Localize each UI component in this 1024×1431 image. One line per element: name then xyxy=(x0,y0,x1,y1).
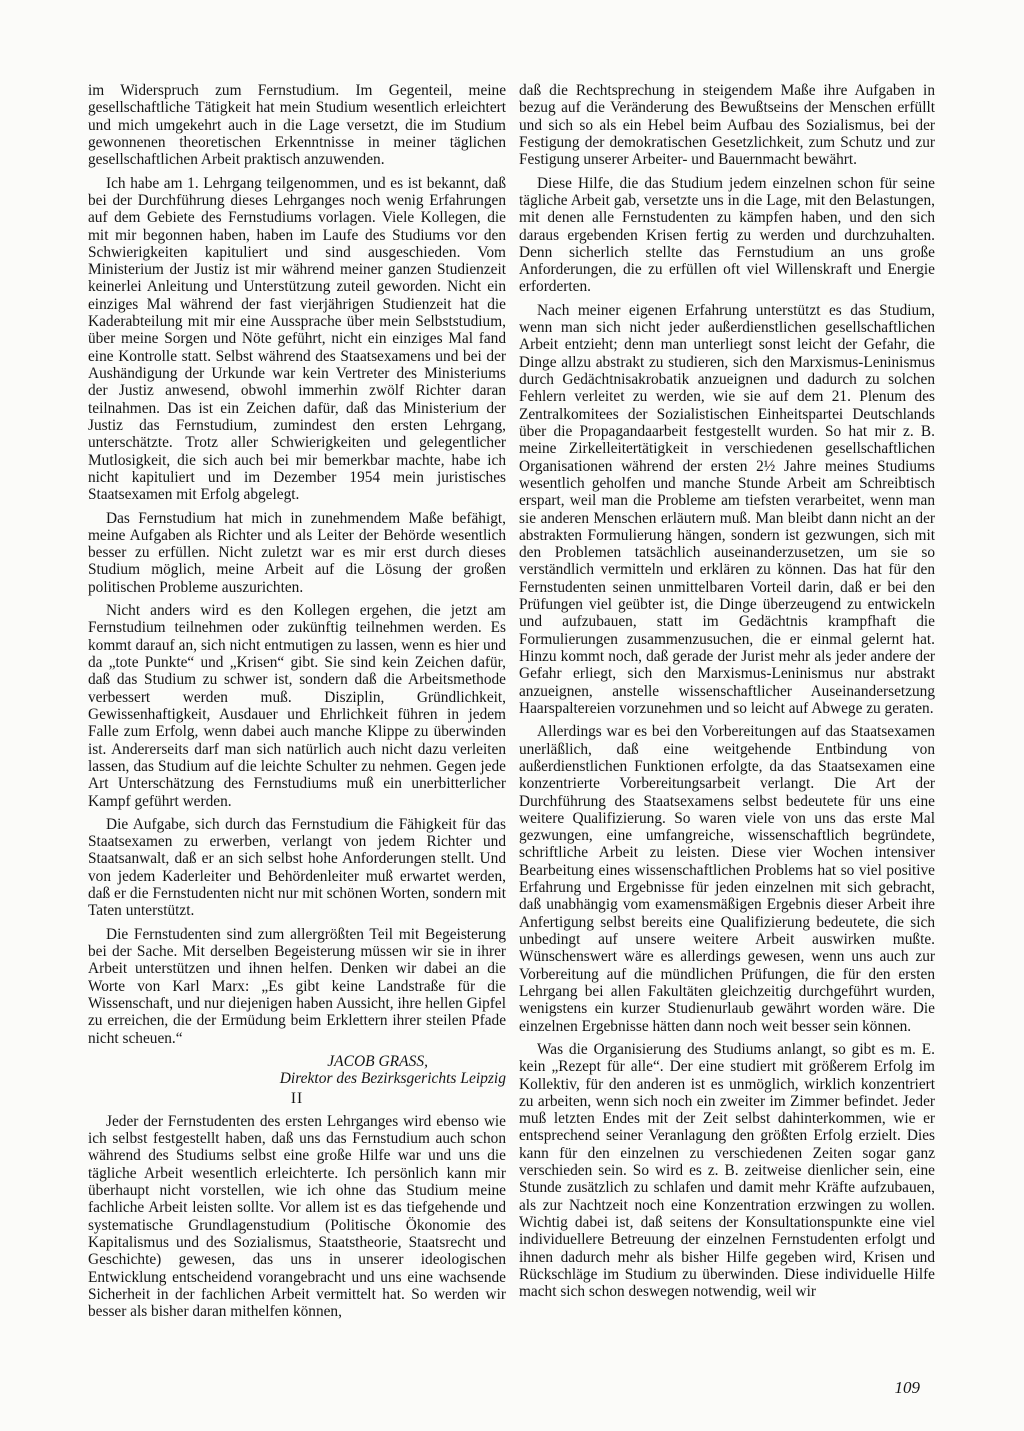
paragraph: Jeder der Fernstudenten des ersten Lehrganges wird ebenso wie ich selbst festgestellt haben, daß uns das Fernstudium auch schon während des Studiums selbst eine große Hilfe war und uns die tägliche Arbeit wesentlich erleichterte. Ich persönlich kann mir überhaupt nicht vorstellen, wie ich ohne das Studium meine fachliche Arbeit leisten sollte. Vor allem ist es das tiefgehende und systematische Grundlagenstudium (Politische Ökonomie des Kapitalismus und des Sozialismus, Staatstheorie, Staatsrecht und Geschichte) gewesen, das uns in unserer ideologischen Entwicklung entscheidend vorangebracht und uns eine wachsende Sicherheit in der fachlichen Arbeit vermittelt hat. So werden wir besser als bisher daran mithelfen können, xyxy=(88,1112,506,1321)
paragraph: Was die Organisierung des Studiums anlangt, so gibt es m. E. kein „Rezept für alle“. Der eine studiert mit größerem Erfolg im Kollektiv, für den anderen ist es unmöglich, wirklich konzentriert zu arbeiten, wenn sich noch ein zweiter im Zimmer befindet. Jeder muß letzten Endes mit der Zeit selbst dahinterkommen, wie er entsprechend seiner Veranlagung den größten Erfolg erzielt. Dies kann für den einzelnen zu verschiedenen Zeiten sogar ganz verschieden sein. So wird es z. B. zeitweise dienlicher sein, eine Stunde zusätzlich zu schlafen und damit mehr Kräfte aufzubauen, als zur Nachtzeit noch eine Konzentration erzwingen zu wollen. Wichtig dabei ist, daß seitens der Konsultationspunkte eine viel individuellere Betreuung der einzelnen Fernstudenten erfolgt und ihnen dadurch mehr als bisher Hilfe gegeben wird, Krisen und Rückschläge im Studium zu überwinden. Diese individuelle Hilfe macht sich schon deswegen notwendig, weil wir xyxy=(519,1040,935,1301)
signature-title: Direktor des Bezirksgerichts Leipzig xyxy=(279,1070,506,1088)
right-column xyxy=(519,82,935,1307)
paragraph: Nach meiner eigenen Erfahrung unterstützt es das Studium, wenn man sich nicht jeder außerdienstlichen gesellschaftlichen Arbeit entzieht; denn man unterliegt sonst leicht der Gefahr, die Dinge allzu abstrakt zu studieren, sich den Marxismus-Leninismus durch Gedächtnisakrobatik anzueignen und dadurch zu solchen Fehlern verleitet zu werden, wie sie auf dem 21. Plenum des Zentralkomitees der Sozialistischen Einheitspartei Deutschlands über die Propagandaarbeit festgestellt wurden. So hat mir z. B. meine Zirkelleitertätigkeit in verschiedenen gesellschaftlichen Organisationen während der ersten 2½ Jahre meines Studiums wesentlich geholfen und manche Stunde Arbeit am Schreibtisch erspart, weil man die Probleme am tiefsten verarbeitet, wenn man sie anderen Menschen erläutern muß. Man bleibt dann nicht an der abstrakten Formulierung hängen, sondern ist gezwungen, sich mit den Problemen tatsächlich auseinanderzusetzen, um sie so verständlich vermitteln und erklären zu können. Das hat für den Fernstudenten seinen unmittelbaren Vorteil darin, daß er bei den Prüfungen viel geübter ist, die Dinge überzeugend zu entwickeln und aufzubauen, statt im Gedächtnis krampfhaft die Formulierungen zusammenzusuchen, die er einmal gelernt hat. Hinzu kommt noch, daß gerade der Jurist mehr als jeder andere der Gefahr erliegt, sich den Marxismus-Leninismus nur abstrakt anzueignen, anstelle wissenschaftlicher Auseinandersetzung Haarspaltereien vorzunehmen und so leicht auf Abwege zu geraten. xyxy=(519,301,935,717)
signature-name: JACOB GRASS, xyxy=(327,1052,428,1070)
paragraph: im Widerspruch zum Fernstudium. Im Gegenteil, meine gesellschaftliche Tätigkeit hat mein Studium wesentlich erleichtert und mich umgekehrt auch in die Lage versetzt, die im Studium gewonnenen theoretischen Erkenntnisse in meiner täglichen gesellschaftlichen Arbeit praktisch anzuwenden. xyxy=(88,82,506,169)
paragraph: Die Fernstudenten sind zum allergrößten Teil mit Begeisterung bei der Sache. Mit derselben Begeisterung müssen wir sie in ihrer Arbeit unterstützen und ihnen helfen. Denken wir dabei an die Worte von Karl Marx: „Es gibt keine Landstraße für die Wissenschaft, und nur diejenigen haben Aussicht, ihre hellen Gipfel zu erreichen, die der Ermüdung beim Erklettern ihrer steilen Pfade nicht scheuen.“ xyxy=(88,925,506,1047)
paragraph: Allerdings war es bei den Vorbereitungen auf das Staatsexamen unerläßlich, daß eine weitgehende Entbindung von außerdienstlichen Funktionen erfolgte, da das Staatsexamen eine konzentrierte Vorbereitungsarbeit verlangt. Die Art der Durchführung des Staatsexamens selbst bedeutete für uns eine weitere Qualifizierung. So waren viele von uns das erste Mal gezwungen, eine umfangreiche, wissenschaftlich begründete, schriftliche Arbeit zu leisten. Diese vier Wochen intensiver Bearbeitung eines wissenschaftlichen Problems hat so viel positive Erfahrung und Ergebnisse für jeden einzelnen mit sich gebracht, daß unabhängig vom examensmäßigen Ergebnis dieser Arbeit ihre Anfertigung selbst bereits eine Qualifizierung bedeutete, die sich unbedingt auf unsere weitere Arbeit auswirken mußte. Wünschenswert wäre es allerdings gewesen, wenn uns auch zur Vorbereitung auf die mündlichen Prüfungen, die für den ersten Lehrgang bei allen Fakultäten gleichzeitig durchgeführt wurden, wenigstens ein kurzer Studienurlaub gewährt worden wäre. Die einzelnen Ergebnisse hätten dann noch weit besser sein können. xyxy=(519,723,935,1035)
page-number: 109 xyxy=(894,1378,920,1397)
paragraph: Diese Hilfe, die das Studium jedem einzelnen schon für seine tägliche Arbeit gab, versetzte uns in die Lage, mit den Belastungen, mit denen alle Fernstudenten zu kämpfen haben, und den sich daraus ergebenden Krisen fertig zu werden und durchzuhalten. Denn sicherlich stellte das Fernstudium an uns große Anforderungen, die zu erfüllen oft viel Willenskraft und Energie erforderten. xyxy=(519,174,935,296)
paragraph: Nicht anders wird es den Kollegen ergehen, die jetzt am Fernstudium teilnehmen oder zukünftig teilnehmen werden. Es kommt darauf an, sich nicht entmutigen zu lassen, wenn es hier und da „tote Punkte“ und „Krisen“ gibt. Sie sind kein Zeichen dafür, daß das Studium zu schwer ist, sondern daß die Arbeitsmethode verbessert werden muß. Disziplin, Gründlichkeit, Gewissenhaftigkeit, Ausdauer und Ehrlichkeit führen in jedem Falle zum Erfolg, wenn dabei auch manche Klippe zu überwinden ist. Andererseits darf man sich natürlich auch nicht dazu verleiten lassen, das Studium auf die leichte Schulter zu nehmen. Gegen jede Art Unterschätzung des Fernstudiums muß ein unerbitterlicher Kampf geführt werden. xyxy=(88,602,506,810)
paragraph: Das Fernstudium hat mich in zunehmendem Maße befähigt, meine Aufgaben als Richter und als Leiter der Behörde wesentlich besser zu erfüllen. Nicht zuletzt war es mir erst durch dieses Studium möglich, meine Arbeit auf die Lösung der großen politischen Probleme auszurichten. xyxy=(88,509,506,596)
paragraph: Ich habe am 1. Lehrgang teilgenommen, und es ist bekannt, daß bei der Durchführung dieses Lehrganges noch wenig Erfahrungen auf dem Gebiete des Fernstudiums vorlagen. Viele Kollegen, die mit mir begonnen haben, haben im Laufe des Studiums vor den Schwierigkeiten kapituliert und sind ausgeschieden. Vom Ministerium der Justiz ist mir während meiner ganzen Studienzeit keinerlei Anleitung und Unterstützung zuteil geworden. Nicht ein einziges Mal während der fast vierjährigen Studienzeit hat die Kaderabteilung mit mir eine Aussprache über mein Selbststudium, über meine Sorgen und Nöte geführt, nicht ein einziges Mal fand eine Kontrolle statt. Selbst während des Staatsexamens und bei der Aushändigung der Urkunde war kein Vertreter des Ministeriums der Justiz anwesend, obwohl immerhin zwölf Richter daran teilnahmen. Das ist ein Zeichen dafür, daß das Ministerium der Justiz das Fernstudium, zumindest den ersten Lehrgang, unterschätzte. Trotz aller Schwierigkeiten und gelegentlicher Mutlosigkeit, die sich auch bei mir bemerkbar machte, habe ich nicht kapituliert und im Dezember 1954 mein juristisches Staatsexamen mit Erfolg abgelegt. xyxy=(88,174,506,504)
paragraph: Die Aufgabe, sich durch das Fernstudium die Fähigkeit für das Staatsexamen zu erwerben, verlangt von jedem Richter und Staatsanwalt, daß er an sich selbst hohe Anforderungen stellt. Und von jedem Kaderleiter und Behördenleiter muß erwartet werden, daß er die Fernstudenten nicht nur mit schönen Worten, sondern mit Taten unterstützt. xyxy=(88,815,506,920)
paragraph: daß die Rechtsprechung in steigendem Maße ihre Aufgaben in bezug auf die Veränderung des Bewußtseins der Menschen erfüllt und sich so als ein Hebel beim Aufbau des Sozialismus, bei der Festigung der demokratischen Gesetzlichkeit, zum Schutz und zur Festigung unserer Arbeiter- und Bauernmacht bewährt. xyxy=(519,82,935,169)
section-heading: II xyxy=(290,1089,304,1107)
left-column xyxy=(88,82,506,1327)
